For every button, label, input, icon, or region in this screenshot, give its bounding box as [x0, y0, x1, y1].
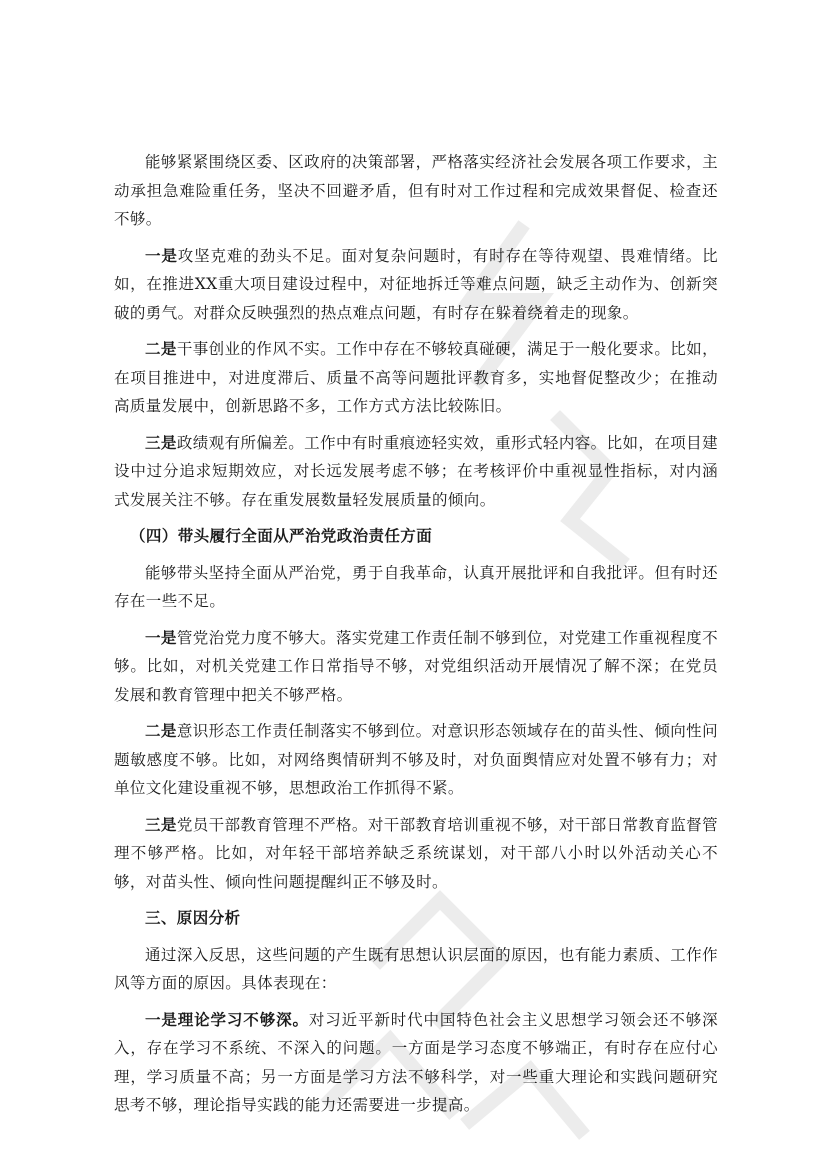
paragraph-text: 干事创业的作风不实。工作中存在不够较真碰硬，满足于一般化要求。比如，在项目推进中，对进度滞后、质量不高等问题批评教育多，实地督促整改少；在推动高质量发展中，创新思路不多，工作方式方法比较陈旧。 [114, 340, 718, 415]
section-subheading [114, 522, 718, 551]
paragraph-text: 意识形态工作责任制落实不够到位。对意识形态领域存在的苗头性、倾向性问题敏感度不够。比如，对网络舆情研判不够及时，对负面舆情应对处置不够有力；对单位文化建设重视不够，思想政治工作抓得不紧。 [114, 722, 718, 797]
paragraph-lead: 一是理论学习不够深。 [145, 1009, 309, 1029]
document-body [114, 148, 718, 1120]
paragraph-text: 管党治党力度不够大。落实党建工作责任制不够到位，对党建工作重视程度不够。比如，对机关党建工作日常指导不够，对党组织活动开展情况了解不深；在党员发展和教育管理中把关不够严格。 [114, 628, 718, 704]
paragraph-lead: 三是 [145, 814, 177, 834]
paragraph-lead: 二是 [145, 721, 177, 740]
paragraph-lead: 一是 [145, 245, 178, 265]
paragraph-text: 攻坚克难的劲头不足。面对复杂问题时，有时存在等待观望、畏难情绪。比如，在推进XX重大项目建设过程中，对征地拆迁等难点问题，缺乏主动作为、创新突破的勇气。对群众反映强烈的热点难点问题，有时存在躲着绕着走的现象。 [114, 246, 718, 322]
paragraph-lead: 三是 [145, 432, 177, 452]
body-paragraph [114, 624, 718, 710]
paragraph-text: 对习近平新时代中国特色社会主义思想学习领会还不够深入，存在学习不系统、不深入的问题。一方面是学习态度不够端正，有时存在应付心理，学习质量不高；另一方面是学习方法不够科学，对一些重大理论和实践问题研究思考不够，理论指导实践的能力还需要进一步提高。 [114, 1010, 718, 1114]
paragraph-lead: 二是 [145, 339, 177, 358]
paragraph-text: 能够带头坚持全面从严治党，勇于自我革命，认真开展批评和自我批评。但有时还存在一些不足。 [114, 563, 718, 610]
paragraph-text: （四）带头履行全面从严治党政治责任方面 [130, 526, 433, 545]
paragraph-text: 政绩观有所偏差。工作中有时重痕迹轻实效，重形式轻内容。比如，在项目建设中过分追求短期效应，对长远发展考虑不够；在考核评价中重视显性指标，对内涵式发展关注不够。存在重发展数量轻发展质量的倾向。 [114, 433, 718, 509]
body-paragraph [114, 811, 718, 897]
paragraph-text: 通过深入反思，这些问题的产生既有思想认识层面的原因，也有能力素质、工作作风等方面的原因。具体表现在： [114, 945, 718, 992]
body-paragraph [114, 429, 718, 515]
section-heading [114, 904, 718, 933]
body-paragraph [114, 242, 718, 328]
body-paragraph [114, 1006, 718, 1120]
body-paragraph [114, 148, 718, 234]
body-paragraph [114, 559, 718, 616]
body-paragraph [114, 941, 718, 998]
paragraph-lead: 一是 [145, 627, 177, 647]
body-paragraph [114, 717, 718, 803]
body-paragraph [114, 335, 718, 421]
paragraph-text: 能够紧紧围绕区委、区政府的决策部署，严格落实经济社会发展各项工作要求，主动承担急难险重任务，坚决不回避矛盾，但有时对工作过程和完成效果督促、检查还不够。 [114, 153, 718, 228]
paragraph-text: 三、原因分析 [145, 908, 241, 927]
paragraph-text: 党员干部教育管理不严格。对干部教育培训重视不够，对干部日常教育监督管理不够严格。比如，对年轻干部培养缺乏系统谋划，对干部八小时以外活动关心不够，对苗头性、倾向性问题提醒纠正不够及时。 [114, 815, 718, 891]
